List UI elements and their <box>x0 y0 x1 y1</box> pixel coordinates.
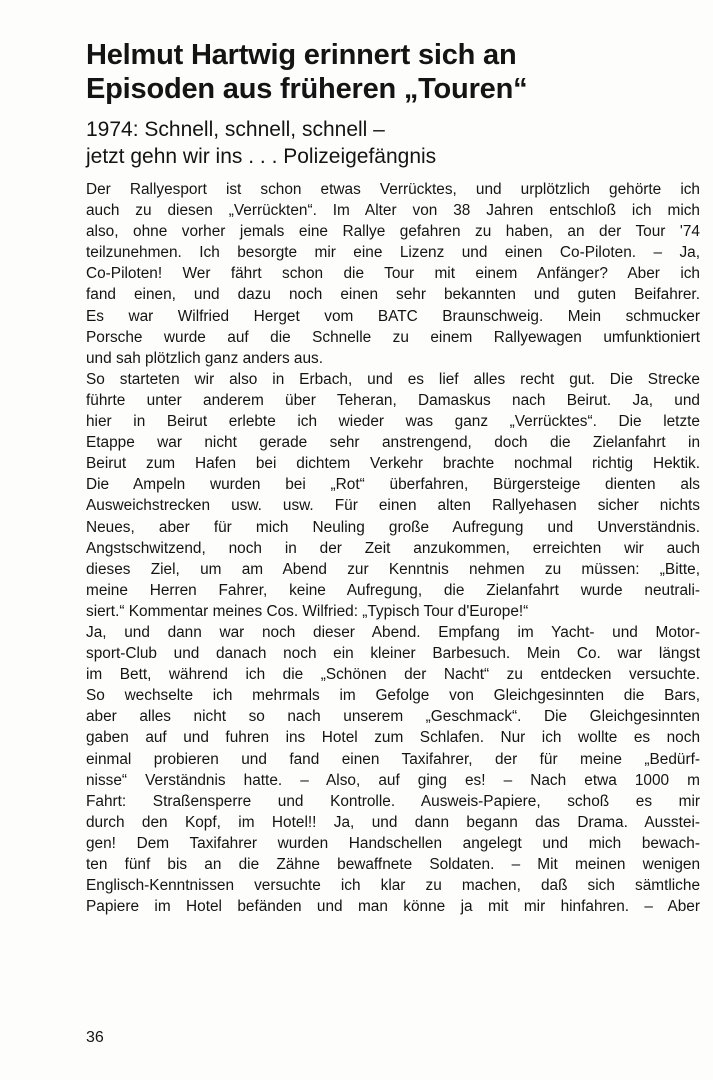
body-line: führte unter anderem über Teheran, Damaskus nach Beirut. Ja, und <box>86 391 700 409</box>
body-line: einmal probieren und fand einen Taxifahrer, der für meine „Bedürf- <box>86 750 700 768</box>
body-line: aber alles nicht so nach unserem „Geschmack“. Die Gleichgesinnten <box>86 708 700 726</box>
body-line: sport-Club und danach noch ein kleiner Barbesuch. Mein Co. war längst <box>86 645 700 663</box>
body-line: auch zu diesen „Verrückten“. Im Alter von 38 Jahren entschloß ich mich <box>86 202 700 220</box>
article-title-line: Episoden aus früheren „Touren“ <box>86 73 528 105</box>
body-line: gen! Dem Taxifahrer wurden Handschellen angelegt und mich bewach- <box>86 834 700 852</box>
body-line: siert.“ Kommentar meines Cos. Wilfried: „Typisch Tour d'Europe!“ <box>86 602 529 620</box>
article-subtitle-line: 1974: Schnell, schnell, schnell – <box>86 118 385 141</box>
body-line: Porsche wurde auf die Schnelle zu einem Rallyewagen umfunktioniert <box>86 328 700 346</box>
body-line: teilzunehmen. Ich besorgte mir eine Lizenz und einen Co-Piloten. – Ja, <box>86 244 700 262</box>
body-line: Englisch-Kenntnissen versuchte ich klar zu machen, daß sich sämtliche <box>86 877 700 895</box>
body-line: So wechselte ich mehrmals im Gefolge von Gleichgesinnten die Bars, <box>86 687 700 705</box>
body-line: Ausweichstrecken usw. usw. Für einen alten Rallyehasen sicher nichts <box>86 497 700 515</box>
page-number: 36 <box>86 1029 104 1046</box>
body-line: und sah plötzlich ganz anders aus. <box>86 349 323 367</box>
body-line: Der Rallyesport ist schon etwas Verrücktes, und urplötzlich gehörte ich <box>86 181 700 198</box>
article-title <box>86 38 696 106</box>
body-line: im Bett, während ich die „Schönen der Nacht“ zu entdecken versuchte. <box>86 666 700 684</box>
body-line: also, ohne vorher jemals eine Rallye gefahren zu haben, an der Tour '74 <box>86 223 700 241</box>
body-line: Co-Piloten! Wer fährt schon die Tour mit einem Anfänger? Aber ich <box>86 265 700 283</box>
body-line: Neues, aber für mich Neuling große Aufregung und Unverständnis. <box>86 518 700 536</box>
body-line: durch den Kopf, im Hotel!! Ja, und dann begann das Drama. Ausstei- <box>86 813 700 831</box>
article-subtitle-line: jetzt gehn wir ins . . . Polizeigefängnis <box>86 145 437 168</box>
body-line: Papiere im Hotel befänden und man könne ja mit mir hinfahren. – Aber <box>86 898 700 916</box>
body-line: Es war Wilfried Herget vom BATC Braunschweig. Mein schmucker <box>86 307 700 325</box>
body-line: Fahrt: Straßensperre und Kontrolle. Ausweis-Papiere, schoß es mir <box>86 792 700 810</box>
article-title-line: Helmut Hartwig erinnert sich an <box>86 39 517 71</box>
body-line: Die Ampeln wurden bei „Rot“ überfahren, Bürgersteige dienten als <box>86 476 700 494</box>
body-line: hier in Beirut erlebte ich wieder was ganz „Verrücktes“. Die letzte <box>86 413 700 431</box>
body-line: So starteten wir also in Erbach, und es lief alles recht gut. Die Strecke <box>86 370 700 388</box>
body-line: ten fünf bis an die Zähne bewaffnete Soldaten. – Mit meinen wenigen <box>86 856 700 873</box>
body-line: dieses Ziel, um am Abend zur Kenntnis nehmen zu müssen: „Bitte, <box>86 560 700 578</box>
body-line: gaben auf und fuhren ins Hotel zum Schlafen. Nur ich wollte es noch <box>86 729 700 747</box>
body-line: Ja, und dann war noch dieser Abend. Empfang im Yacht- und Motor- <box>86 623 700 641</box>
body-line: meine Herren Fahrer, keine Aufregung, die Zielanfahrt wurde neutrali- <box>86 581 700 599</box>
article-body <box>86 179 700 917</box>
body-line: fand einen, und dazu noch einen sehr bekannten und guten Beifahrer. <box>86 286 700 304</box>
body-line: nisse“ Verständnis hatte. – Also, auf ging es! – Nach etwa 1000 m <box>86 771 700 789</box>
body-line: Beirut zum Hafen bei dichtem Verkehr brachte nochmal richtig Hektik. <box>86 455 700 473</box>
article-subtitle <box>86 116 696 170</box>
body-line: Angstschwitzend, noch in der Zeit anzukommen, erreichten wir auch <box>86 539 700 557</box>
body-line: Etappe war nicht gerade sehr anstrengend, doch die Zielanfahrt in <box>86 434 700 452</box>
